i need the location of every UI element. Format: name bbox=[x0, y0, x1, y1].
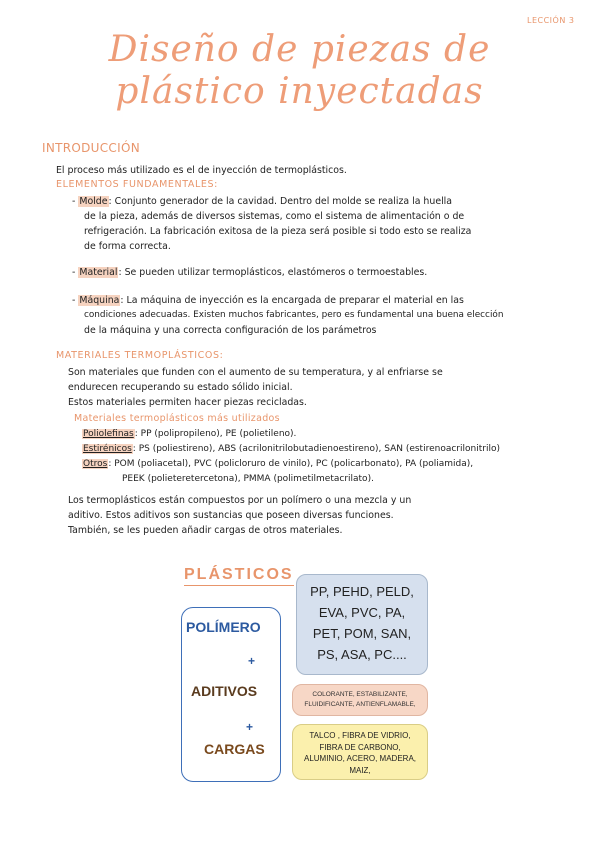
item-material: - Material: Se pueden utilizar termoplásticos, elastómeros o termoestables. bbox=[72, 267, 428, 278]
materials-description: Son materiales que funden con el aumento de su temperatura, y al enfriarse se endurecen recuperando su estado sólido inicial. Estos materiales permiten hacer piezas recicladas. bbox=[68, 367, 443, 408]
page-title-line2: plástico inyectadas bbox=[115, 71, 484, 112]
intro-heading: INTRODUCCIÓN bbox=[42, 141, 140, 155]
page-title-line1: Diseño de piezas de bbox=[108, 29, 491, 70]
plus-sign-2: + bbox=[246, 720, 254, 734]
term-molde: Molde bbox=[79, 196, 108, 207]
additives-box: COLORANTE, ESTABILIZANTE, FLUIDIFICANTE, ANTIENFLAMABLE, bbox=[292, 684, 428, 716]
intro-text: El proceso más utilizado es el de inyección de termoplásticos. bbox=[56, 165, 347, 176]
item-molde: - Molde: Conjunto generador de la cavidad. Dentro del molde se realiza la huella de la pieza, además de diversos sistemas, como el sistema de alimentación o de refrigeración. La fabricación exitosa de la pieza será posible si todo esto se realiza de forma correcta. bbox=[72, 196, 472, 252]
used-materials-heading: Materiales termoplásticos más utilizados bbox=[74, 413, 280, 424]
families-list: Poliolefinas: PP (polipropileno), PE (polietileno). Estirénicos: PS (poliestireno), ABS (acrilonitrilobutadienoestireno), SAN (estirenoacrilonitrilo) Otros: POM (poliacetal), PVC (policloruro de vinilo), PC (policarbonato), PA (poliamida), PEEK (polieteretercetona), PMMA (polimetilmetacrilato). bbox=[83, 429, 500, 484]
label-cargas: CARGAS bbox=[204, 741, 265, 757]
item-maquina: - Máquina: La máquina de inyección es la encargada de preparar el material en las condiciones adecuadas. Existen muchos fabricantes, pero es fundamental una buena elección de la máquina y una correcta configuración de los parámetros bbox=[72, 295, 504, 336]
label-polimero: POLÍMERO bbox=[186, 619, 261, 635]
materials-heading: MATERIALES TERMOPLÁSTICOS: bbox=[56, 350, 224, 361]
plus-sign-1: + bbox=[248, 654, 256, 668]
label-aditivos: ADITIVOS bbox=[191, 683, 258, 699]
closing-text: Los termoplásticos están compuestos por un polímero o una mezcla y un aditivo. Estos aditivos son sustancias que poseen diversas funciones. También, se les pueden añadir cargas de otros materiales. bbox=[68, 495, 412, 536]
term-material: Material bbox=[79, 267, 118, 278]
family-name: Poliolefinas bbox=[83, 429, 134, 439]
lesson-label: LECCIÓN 3 bbox=[527, 16, 575, 25]
term-maquina: Máquina bbox=[79, 295, 120, 306]
polymers-box: PP, PEHD, PELD, EVA, PVC, PA, PET, POM, SAN, PS, ASA, PC.... bbox=[296, 574, 428, 675]
elements-heading: ELEMENTOS FUNDAMENTALES: bbox=[56, 179, 218, 190]
diagram-title: PLÁSTICOS bbox=[184, 566, 294, 586]
family-name: Estirénicos bbox=[83, 444, 132, 454]
fillers-box: TALCO , FIBRA DE VIDRIO, FIBRA DE CARBONO, ALUMINIO, ACERO, MADERA, MAIZ, bbox=[292, 724, 428, 780]
family-name: Otros bbox=[83, 459, 108, 469]
